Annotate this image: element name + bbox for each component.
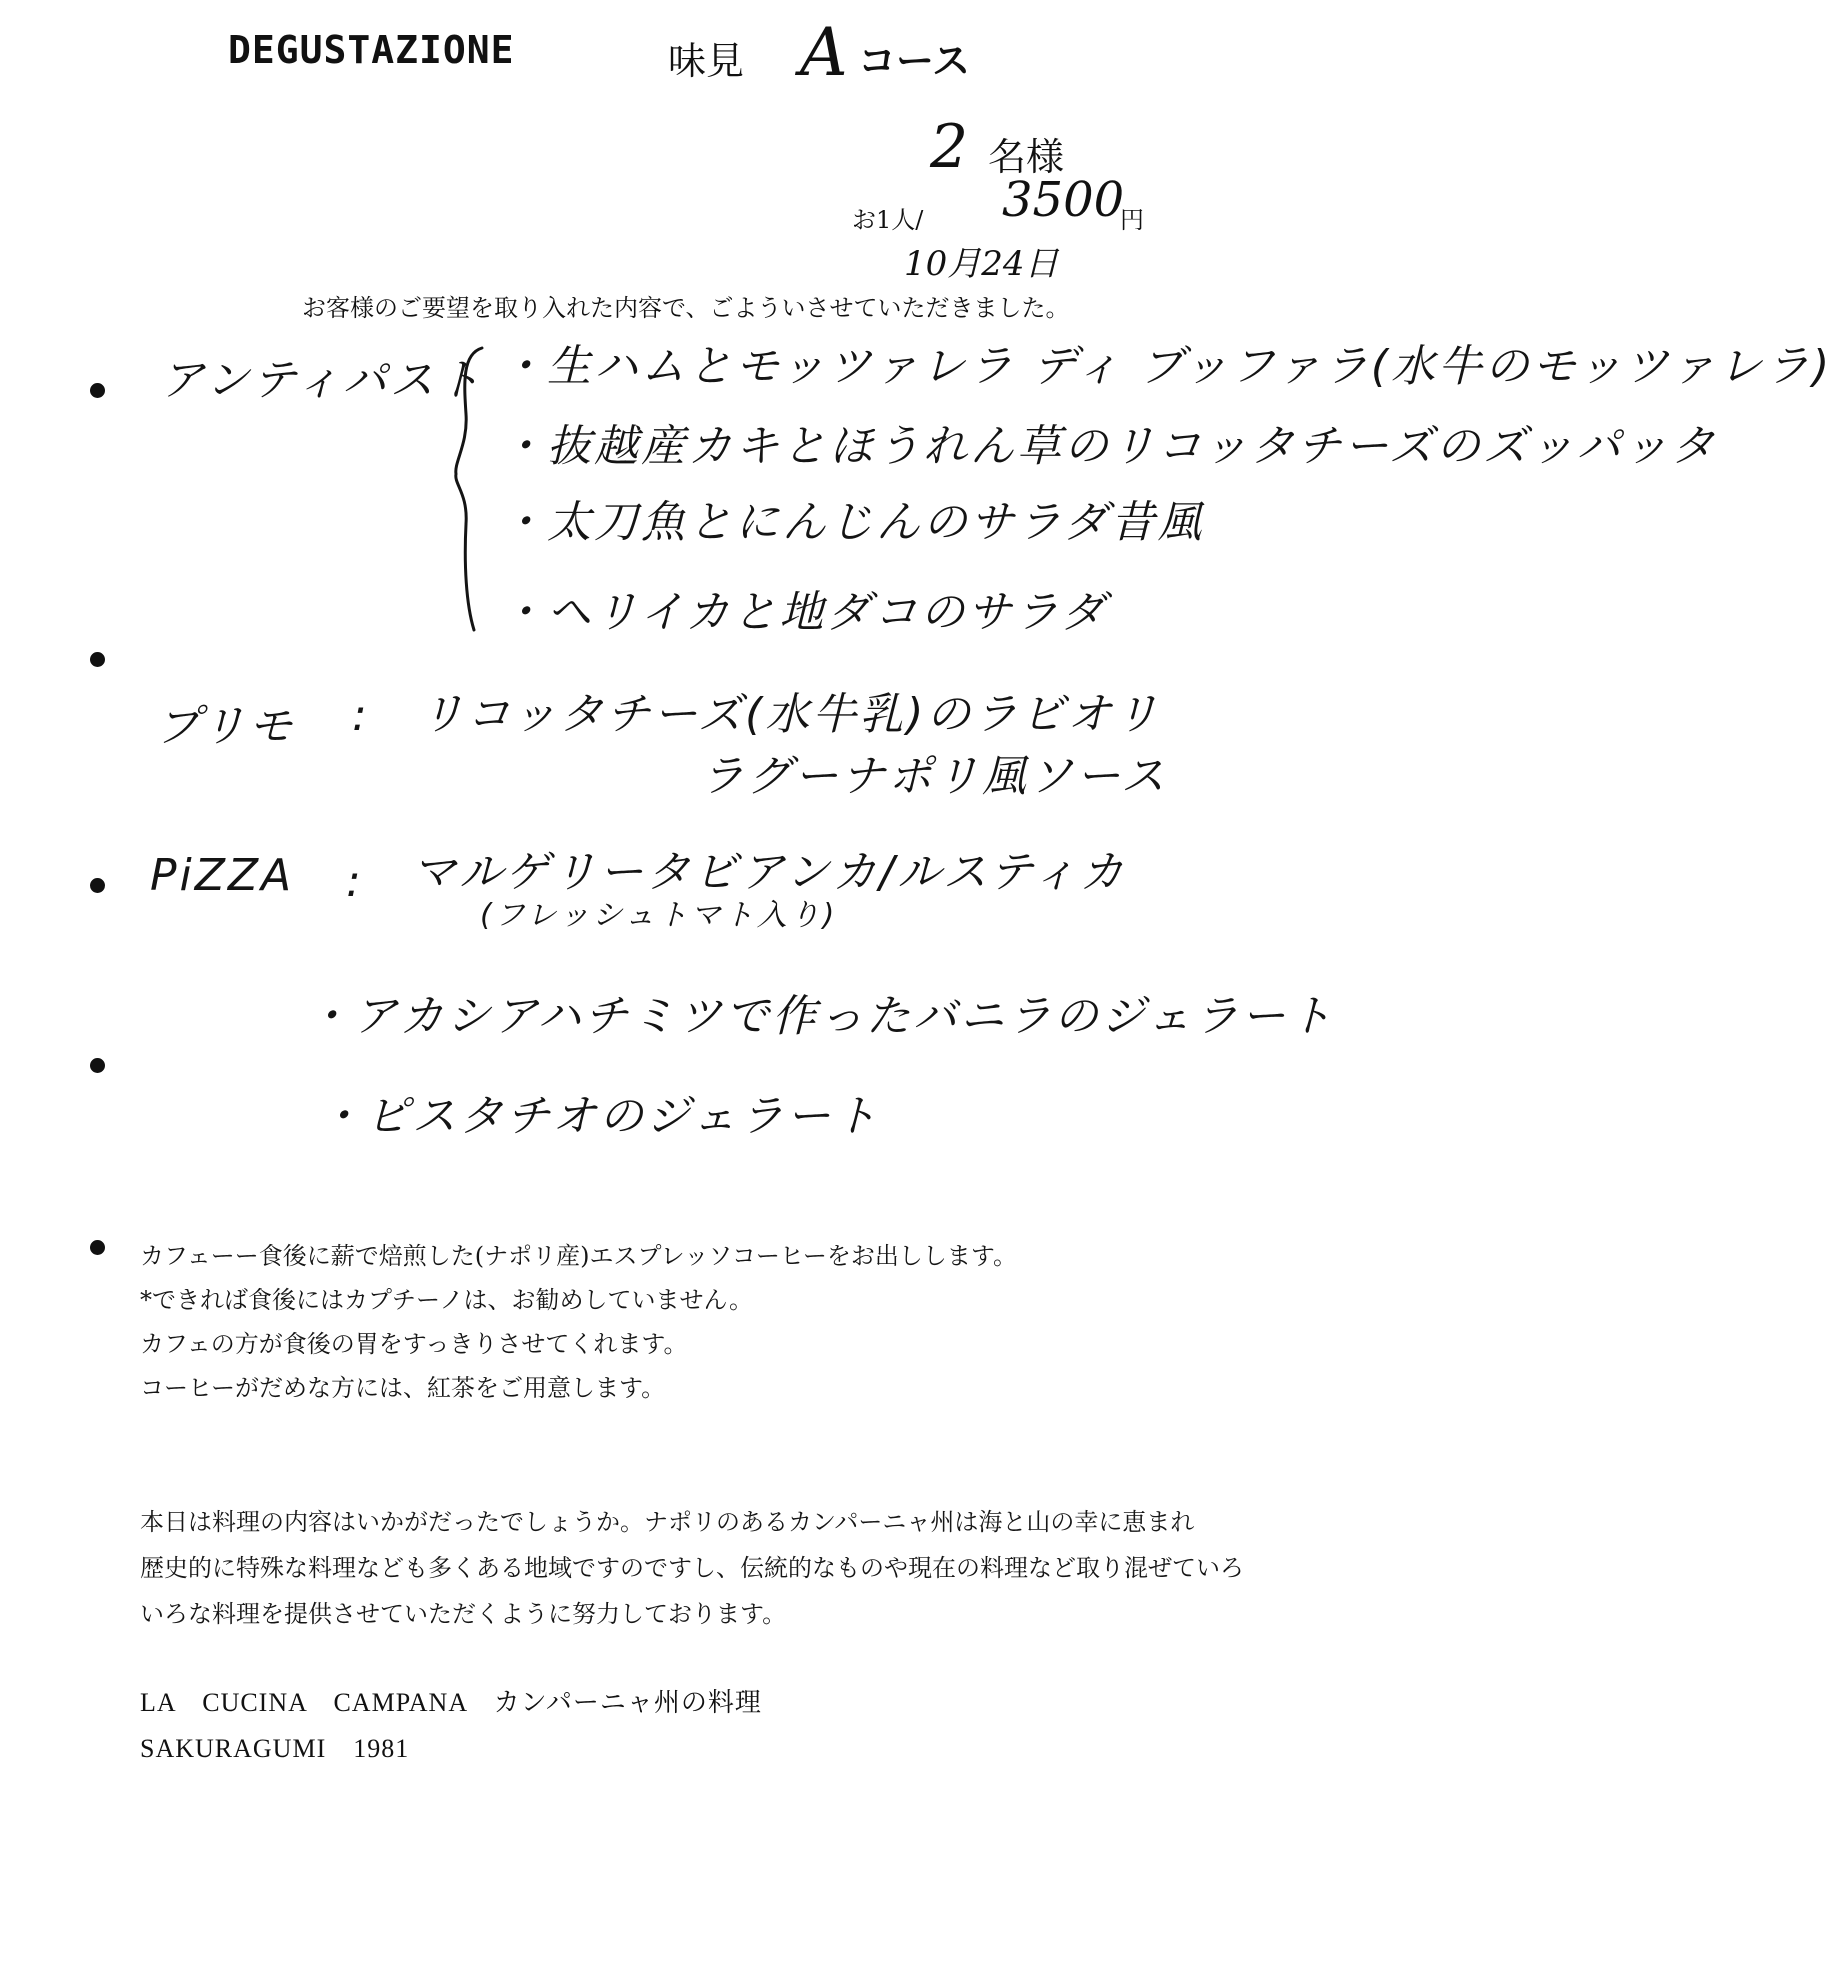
closing-line: 歴史的に特殊な料理なども多くある地域ですのですし、伝統的なものや現在の料理など取り混ぜていろ [140, 1554, 1244, 1582]
restaurant-line: LA CUCINA CAMPANA カンパーニャ州の料理 [140, 1688, 762, 1717]
guest-count: 2 [930, 112, 969, 182]
yen-label: 円 [1120, 206, 1144, 234]
bullet-cafe [90, 1240, 105, 1255]
antipasto-label: アンティパスト [160, 355, 484, 406]
bullet-antipasto [90, 383, 105, 398]
guest-label: 名様 [988, 135, 1065, 179]
antipasto-item: ・生ハムとモッツァレラ ディ ブッファラ(水牛のモッツァレラ) [500, 341, 1832, 392]
primo-separator: : [352, 690, 370, 741]
intro-text: お客様のご要望を取り入れた内容で、ごよういさせていただきました。 [302, 294, 1070, 322]
cafe-line: カフェーー食後に薪で焙煎した(ナポリ産)エスプレッソコーヒーをお出しします。 [140, 1242, 1017, 1270]
pizza-label: PiZZA [150, 850, 295, 901]
menu-title: DEGUSTAZIONE [228, 28, 515, 72]
cafe-line: コーヒーがだめな方には、紅茶をご用意します。 [140, 1374, 666, 1402]
dolce-item: ・ピスタチオのジェラート [318, 1091, 881, 1142]
pizza-dish: マルゲリータビアンカ/ルスティカ [412, 847, 1127, 898]
antipasto-item: ・抜越産カキとほうれん草のリコッタチーズのズッパッタ [500, 421, 1718, 472]
cafe-line: カフェの方が食後の胃をすっきりさせてくれます。 [140, 1330, 688, 1358]
primo-label: プリモ [156, 701, 296, 752]
primo-dish: リコッタチーズ(水牛乳)のラビオリ [420, 689, 1162, 740]
ajimi-label: 味見 [668, 39, 745, 83]
antipasto-item: ・ヘリイカと地ダコのサラダ [500, 587, 1108, 638]
closing-line: いろな料理を提供させていただくように努力しております。 [140, 1600, 787, 1628]
restaurant-sub-line: SAKURAGUMI 1981 [140, 1734, 410, 1763]
course-label: コース [858, 39, 971, 83]
cafe-line: *できれば食後にはカプチーノは、お勧めしていません。 [140, 1286, 753, 1314]
brace-mark [452, 344, 486, 634]
pizza-note: (フレッシュトマト入り) [480, 898, 838, 933]
antipasto-item: ・太刀魚とにんじんのサラダ昔風 [500, 497, 1205, 548]
bullet-primo [90, 652, 105, 667]
bullet-pizza [90, 878, 105, 893]
primo-sauce: ラグーナポリ風ソース [700, 751, 1168, 802]
menu-date: 10月24日 [904, 244, 1059, 284]
dolce-item: ・アカシアハチミツで作ったバニラのジェラート [306, 991, 1336, 1042]
pizza-separator: : [346, 856, 364, 907]
bullet-dolce [90, 1058, 105, 1073]
course-letter: A [800, 14, 848, 91]
price-value: 3500 [1002, 172, 1125, 228]
closing-line: 本日は料理の内容はいかがだったでしょうか。ナポリのあるカンパーニャ州は海と山の幸に恵まれ [140, 1508, 1195, 1536]
per-person-label: お1人/ [852, 206, 924, 234]
